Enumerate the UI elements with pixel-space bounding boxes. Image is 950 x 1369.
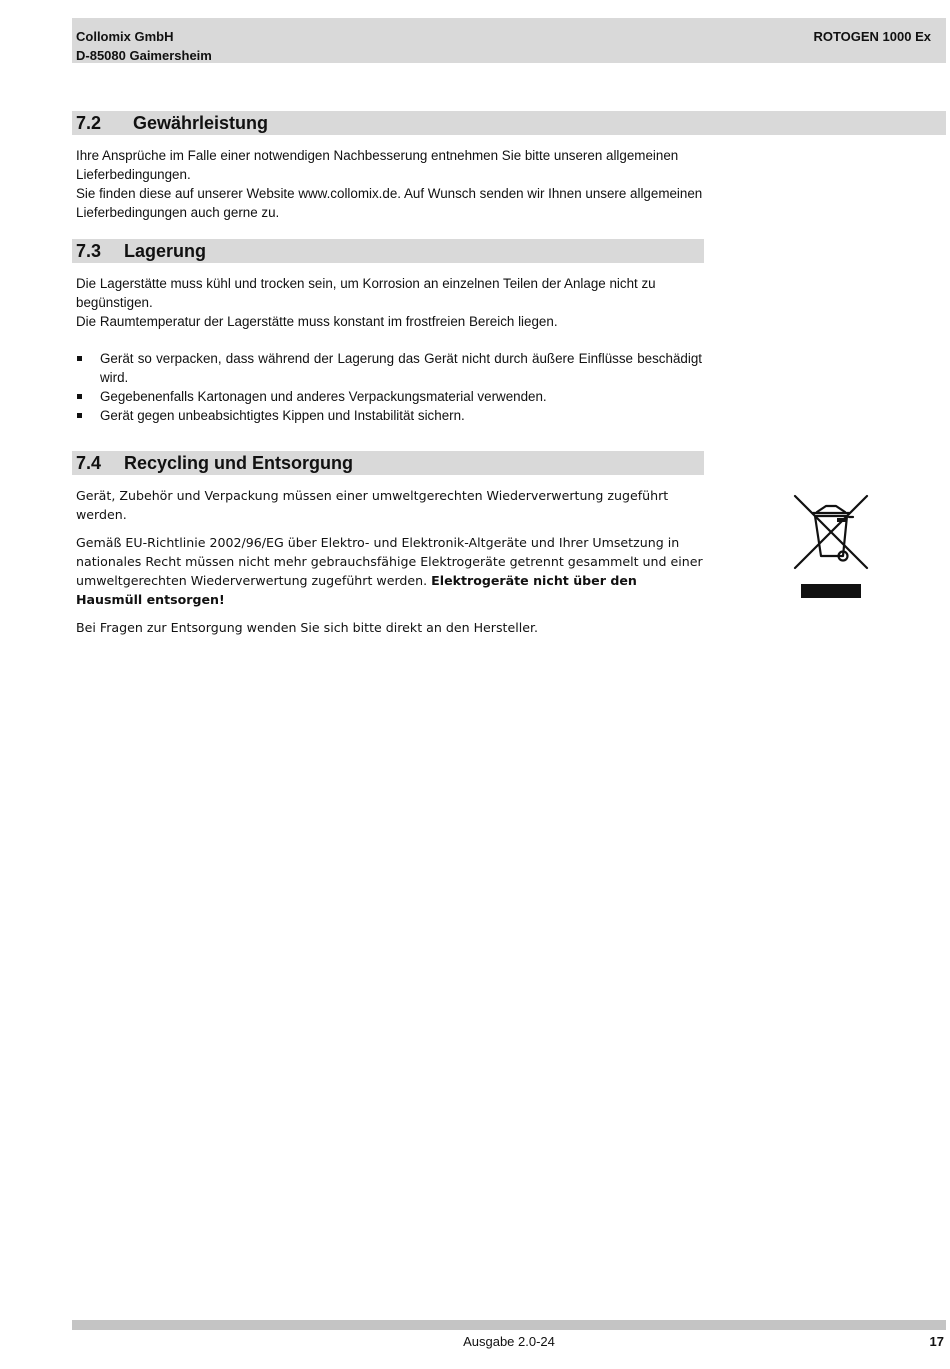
section-heading-7-2	[72, 111, 946, 135]
list-item	[76, 406, 702, 425]
list-item-text: Gerät so verpacken, dass während der Lagerung das Gerät nicht durch äußere Einflüsse beschädigt wird.	[100, 351, 702, 385]
list-item	[76, 387, 702, 406]
product-name: ROTOGEN 1000 Ex	[813, 29, 931, 44]
page-number: 17	[929, 1334, 944, 1349]
recycling-paragraph-3: Bei Fragen zur Entsorgung wenden Sie sich bitte direkt an den Hersteller.	[76, 620, 538, 635]
section-number: 7.4	[76, 453, 102, 473]
section-heading-7-4	[72, 451, 704, 475]
storage-paragraph-2: Die Raumtemperatur der Lagerstätte muss konstant im frostfreien Bereich liegen.	[76, 314, 558, 329]
company-address: D-85080 Gaimersheim	[76, 48, 212, 63]
header-company-block	[76, 27, 212, 65]
bullet-square-icon	[77, 394, 82, 399]
weee-directive-text: Gemäß EU-Richtlinie 2002/96/EG über Elektro- und Elektronik-Altgeräte und Ihrer Umsetzung in nationales Recht müssen nicht mehr gebrauchsfähige Elektrogeräte getrennt gesammelt und einer umweltgerechten Wiederverwertung zugeführt werden.	[76, 535, 703, 588]
list-item	[76, 349, 702, 387]
recycling-paragraph-1: Gerät, Zubehör und Verpackung müssen einer umweltgerechten Wiederverwertung zugeführt werden.	[76, 488, 669, 522]
warranty-paragraph-1: Ihre Ansprüche im Falle einer notwendigen Nachbesserung entnehmen Sie bitte unseren allgemeinen Lieferbedingungen.	[76, 148, 679, 182]
storage-bullet-list	[76, 349, 702, 425]
list-item-text: Gegebenenfalls Kartonagen und anderes Verpackungsmaterial verwenden.	[100, 389, 547, 404]
page-header	[72, 18, 946, 63]
footer-bar	[72, 1320, 946, 1330]
section-number: 7.2	[76, 113, 102, 133]
edition-label: Ausgabe 2.0-24	[463, 1334, 555, 1349]
section-heading-7-3	[72, 239, 704, 263]
bullet-square-icon	[77, 413, 82, 418]
storage-paragraph-1: Die Lagerstätte muss kühl und trocken sein, um Korrosion an einzelnen Teilen der Anlage nicht zu begünstigen.	[76, 276, 656, 310]
section-number: 7.3	[76, 241, 102, 261]
disposal-warning: Elektrogeräte nicht über den Hausmüll entsorgen!	[76, 573, 637, 607]
warranty-paragraph-2: Sie finden diese auf unserer Website www.collomix.de. Auf Wunsch senden wir Ihnen unsere allgemeinen Lieferbedingungen auch gerne zu.	[76, 186, 703, 220]
company-name: Collomix GmbH	[76, 29, 174, 44]
bullet-square-icon	[77, 356, 82, 361]
crossed-out-wheelie-bin-icon	[793, 494, 869, 600]
section-title: Recycling und Entsorgung	[124, 453, 354, 473]
list-item-text: Gerät gegen unbeabsichtigtes Kippen und Instabilität sichern.	[100, 408, 465, 423]
section-title: Lagerung	[124, 241, 207, 261]
recycling-paragraph-2	[76, 533, 704, 609]
section-title: Gewährleistung	[133, 113, 269, 133]
